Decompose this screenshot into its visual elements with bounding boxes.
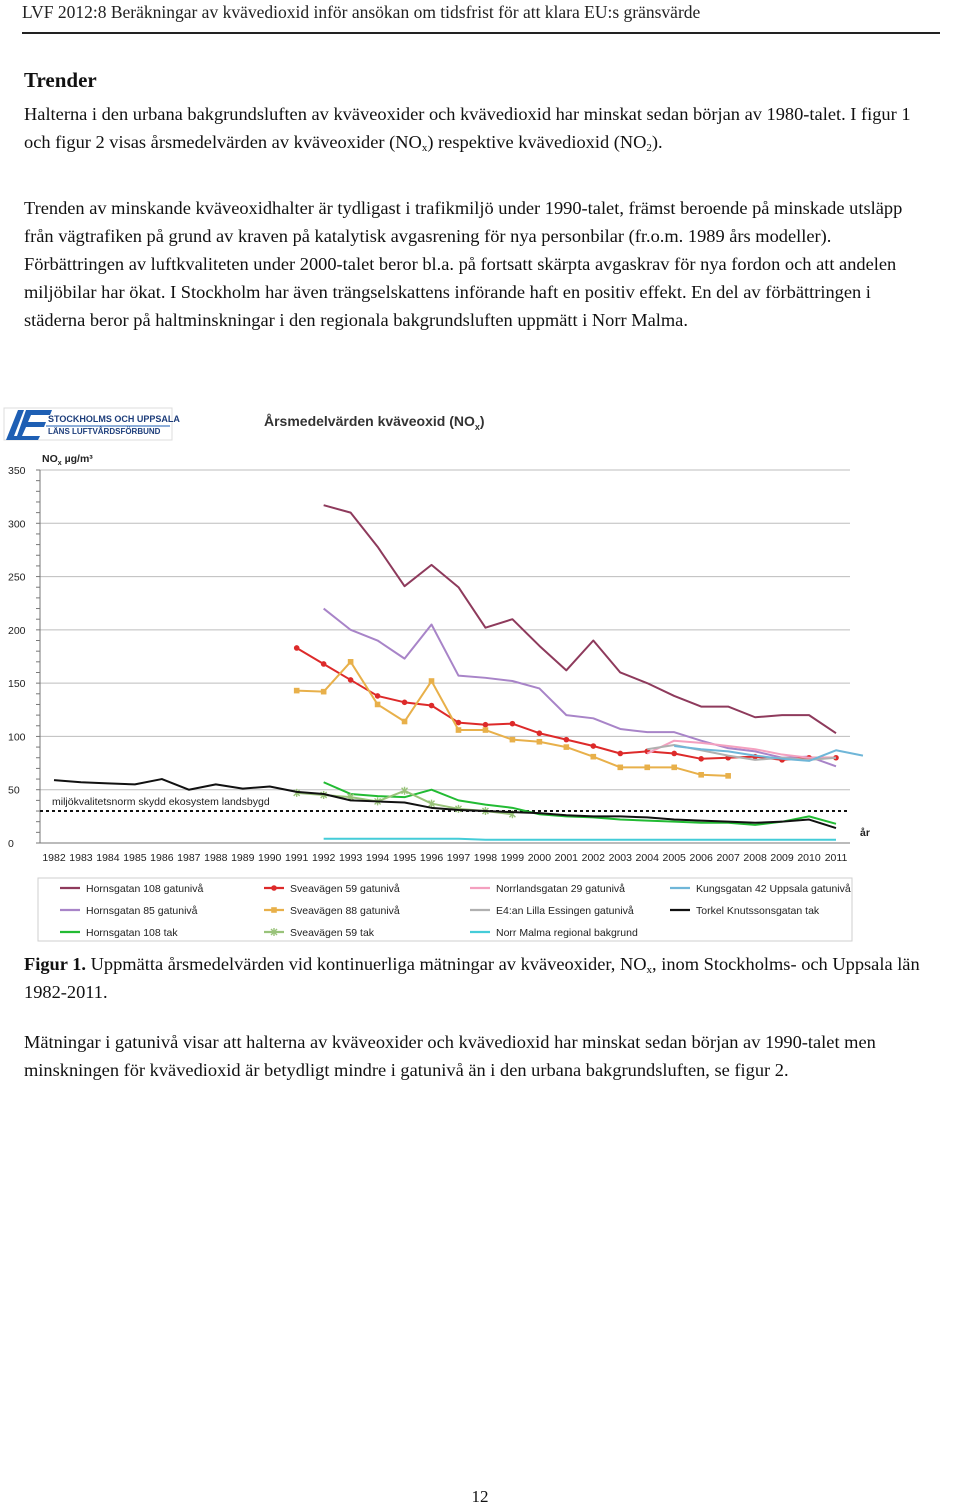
x-tick-label: 1999	[500, 852, 525, 864]
paragraph-intro	[24, 100, 934, 156]
data-point	[294, 645, 300, 651]
y-tick-label: 100	[8, 731, 26, 744]
logo-line-1: STOCKHOLMS OCH UPPSALA	[48, 414, 180, 424]
figure-1-chart	[0, 400, 960, 945]
data-point	[617, 765, 623, 771]
data-point	[617, 751, 623, 757]
data-point	[483, 722, 489, 728]
paragraph-intro-text-1: Halterna i den urbana bakgrundsluften av kväveoxider och kvävedioxid har minskat sedan början av 1980-talet. I figur 1 och figur 2 visas årsmedelvärden av kväveoxider (NO	[24, 104, 911, 152]
page-number: 12	[471, 1487, 489, 1506]
series-sveavägen-88-gatunivå	[294, 659, 731, 779]
x-tick-label: 1982	[42, 852, 66, 864]
series-line	[297, 662, 728, 776]
x-axis-label: år	[860, 827, 870, 839]
x-tick-label: 2007	[716, 852, 740, 864]
series-line	[324, 505, 836, 733]
x-tick-label: 1990	[258, 852, 282, 864]
data-point	[591, 754, 597, 760]
no2-subscript: 2	[646, 142, 652, 154]
data-point	[294, 688, 300, 694]
data-point	[671, 765, 677, 771]
data-point	[429, 678, 435, 684]
header-rule	[22, 32, 940, 34]
x-tick-label: 1998	[473, 852, 498, 864]
x-tick-label: 1988	[204, 852, 228, 864]
x-tick-label: 1984	[96, 852, 120, 864]
running-header: LVF 2012:8 Beräkningar av kvävedioxid inför ansökan om tidsfrist för att klara EU:s gränsvärde	[22, 2, 701, 22]
series-line	[324, 839, 836, 840]
data-point	[456, 727, 462, 733]
y-tick-label: 50	[8, 784, 20, 797]
data-point	[375, 693, 381, 699]
legend-label: Sveavägen 88 gatunivå	[290, 905, 400, 917]
x-tick-label: 2006	[689, 852, 713, 864]
legend-label: E4:an Lilla Essingen gatunivå	[496, 905, 634, 917]
x-tick-label: 1989	[231, 852, 255, 864]
data-point	[510, 721, 516, 727]
x-tick-label: 1987	[177, 852, 201, 864]
legend-label: Sveavägen 59 gatunivå	[290, 883, 400, 895]
data-point	[483, 727, 489, 733]
legend-label: Hornsgatan 108 tak	[86, 927, 178, 939]
paragraph-intro-text-2: ) respektive kvävedioxid (NO	[427, 132, 647, 152]
nox-subscript: x	[421, 142, 428, 154]
data-point	[321, 689, 327, 695]
x-tick-label: 2002	[581, 852, 605, 864]
legend-label: Norr Malma regional bakgrund	[496, 927, 638, 939]
x-tick-label: 2005	[662, 852, 686, 864]
x-tick-labels	[42, 852, 847, 864]
data-point	[402, 719, 408, 725]
data-point	[271, 885, 277, 891]
paragraph-intro-text-3: ).	[651, 132, 663, 152]
figure-label: Figur 1.	[24, 954, 86, 974]
legend-label: Norrlandsgatan 29 gatunivå	[496, 883, 626, 895]
x-tick-label: 2000	[527, 852, 552, 864]
x-tick-label: 2010	[797, 852, 821, 864]
data-point	[271, 907, 277, 913]
paragraph-street-level: Mätningar i gatunivå visar att halterna av kväveoxider och kvävedioxid har minskat sedan början av 1990-talet men minskningen för kvävedioxid är betydligt mindre i gatunivå än i den urbana bakgrundsluften, se figur 2.	[24, 1032, 876, 1080]
legend-item	[670, 883, 851, 895]
y-tick-label: 250	[8, 571, 26, 584]
y-tick-label: 350	[8, 465, 26, 477]
caption-subscript: x	[646, 964, 653, 976]
data-point	[348, 659, 354, 665]
x-tick-label: 2001	[554, 852, 579, 864]
y-tick-labels	[8, 465, 26, 850]
y-tick-label: 200	[8, 624, 26, 637]
x-tick-label: 1994	[365, 852, 390, 864]
chart-title: Årsmedelvärden kväveoxid $(NO_x)$	[264, 413, 485, 432]
data-point	[321, 661, 327, 667]
series-hornsgatan-108-tak	[324, 782, 836, 825]
data-point	[537, 739, 543, 745]
legend-item	[470, 927, 638, 939]
x-tick-label: 2003	[608, 852, 632, 864]
data-point	[537, 730, 543, 736]
data-point	[564, 744, 570, 750]
paragraph-trend: Trenden av minskande kväveoxidhalter är tydligast i trafikmiljö under 1990-talet, främst beroende på minskade utsläpp från vägtrafiken på grund av kraven på katalytisk avgasrening för nya personbilar (fr.o.m. 1989 års modeller). Förbättringen av luftkvaliteten under 2000-talet beror bl.a. på fortsatt skärpta avgaskrav för nya fordon och att andelen miljöbilar har ökat. I Stockholm har även trängselskattens införande haft en positiv effekt. En del av förbättringen i städerna beror på haltminskningar i den regionala bakgrundsluften uppmätt i Norr Malma.	[24, 198, 903, 330]
chart-grid	[36, 470, 850, 843]
series-norr-malma-regional-bakgrund	[324, 839, 836, 840]
section-heading: Trender	[24, 68, 97, 92]
series-line	[324, 782, 836, 825]
y-axis-label: $NO_x$ µg/m³	[42, 453, 93, 467]
x-tick-label: 1992	[311, 852, 336, 864]
legend-label: Hornsgatan 108 gatunivå	[86, 883, 204, 895]
x-tick-label: 1986	[150, 852, 174, 864]
data-point	[564, 737, 570, 743]
x-tick-label: 1993	[338, 852, 363, 864]
data-point	[725, 773, 731, 779]
data-point	[644, 765, 650, 771]
legend-label: Kungsgatan 42 Uppsala gatunivå	[696, 883, 851, 895]
x-tick-label: 1983	[69, 852, 93, 864]
data-point	[698, 756, 704, 762]
data-point	[402, 700, 408, 706]
legend-label: Sveavägen 59 tak	[290, 927, 375, 939]
data-point	[510, 737, 516, 743]
caption-text-1: Uppmätta årsmedelvärden vid kontinuerliga mätningar av kväveoxider, NO	[86, 954, 647, 974]
y-tick-label: 0	[8, 838, 14, 850]
chart-svg	[0, 400, 960, 945]
threshold-label: miljökvalitetsnorm skydd ekosystem landsbygd	[52, 796, 270, 809]
x-tick-label: 1997	[446, 852, 471, 864]
x-tick-label: 1991	[285, 852, 309, 864]
x-tick-label: 1996	[419, 852, 444, 864]
x-tick-label: 2011	[824, 852, 848, 864]
x-tick-label: 2009	[770, 852, 794, 864]
x-tick-label: 2004	[635, 852, 659, 864]
data-point	[591, 743, 597, 749]
y-tick-label: 150	[8, 678, 26, 691]
series-hornsgatan-108-gatunivå	[324, 505, 836, 733]
legend-label: Hornsgatan 85 gatunivå	[86, 905, 198, 917]
data-point	[671, 751, 677, 757]
legend-label: Torkel Knutssonsgatan tak	[696, 905, 820, 917]
figure-caption	[24, 950, 924, 1006]
x-tick-label: 2008	[743, 852, 767, 864]
data-point	[375, 702, 381, 708]
data-point	[698, 772, 704, 778]
x-tick-label: 1985	[123, 852, 147, 864]
data-point	[348, 677, 354, 683]
logo-line-2: LÄNS LUFTVÅRDSFÖRBUND	[48, 427, 161, 436]
logo	[4, 408, 180, 440]
y-tick-label: 300	[8, 518, 26, 531]
caption-text-2: , inom Stockholms- och Uppsala län 1982-2011.	[24, 954, 920, 1002]
data-point	[429, 703, 435, 709]
x-tick-label: 1995	[392, 852, 417, 864]
